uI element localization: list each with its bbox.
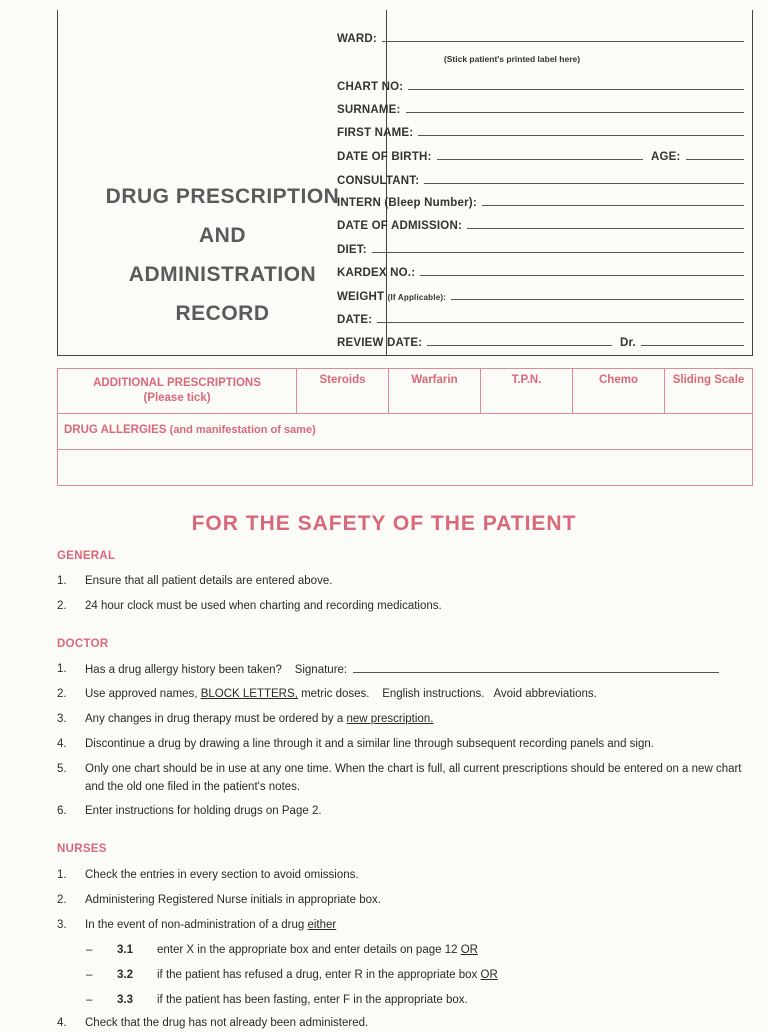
nurses-heading: NURSES [57, 843, 107, 855]
title-line-3: ADMINISTRATION [128, 263, 317, 286]
doctor-heading: DOCTOR [57, 638, 109, 650]
please-tick-note: (Please tick) [143, 392, 211, 404]
consultant-label: CONSULTANT: [337, 175, 420, 187]
dob-field[interactable] [337, 145, 643, 163]
additional-prescriptions-label: ADDITIONAL PRESCRIPTIONS (Please tick) [58, 369, 296, 413]
dr-field[interactable] [620, 331, 744, 349]
admission-date-field[interactable] [337, 214, 744, 232]
option-steroids[interactable]: Steroids [296, 369, 388, 413]
sticker-note: (Stick patient's printed label here) [443, 54, 581, 64]
intern-field[interactable] [337, 191, 744, 209]
weight-label: WEIGHT (If Applicable): [337, 291, 447, 303]
title-line-4: RECORD [175, 302, 270, 325]
drug-allergies-entry[interactable] [57, 449, 753, 486]
drug-allergies-label: DRUG ALLERGIES [64, 424, 167, 436]
weight-note: (If Applicable): [387, 293, 447, 302]
ward-label: WARD: [337, 33, 377, 45]
option-chemo[interactable]: Chemo [572, 369, 664, 413]
surname-label: SURNAME: [337, 104, 401, 116]
general-heading: GENERAL [57, 550, 116, 562]
age-field[interactable] [651, 145, 744, 163]
ward-field[interactable] [337, 27, 744, 45]
additional-prescriptions-row [58, 369, 752, 414]
signature-label: Signature: [294, 664, 348, 676]
dob-label: DATE OF BIRTH: [337, 151, 432, 163]
diet-field[interactable] [337, 238, 744, 256]
kardex-label: KARDEX NO.: [337, 267, 416, 279]
option-warfarin[interactable]: Warfarin [388, 369, 480, 413]
admission-date-label: DATE OF ADMISSION: [337, 220, 462, 232]
review-date-label: REVIEW DATE: [337, 337, 423, 349]
age-label: AGE: [651, 151, 681, 163]
date-field[interactable] [337, 308, 744, 326]
title-line-1: DRUG PRESCRIPTION [105, 185, 340, 208]
first-name-label: FIRST NAME: [337, 127, 414, 139]
drug-allergies-row [58, 413, 752, 450]
drug-allergies-note: (and manifestation of same) [169, 424, 316, 436]
consultant-field[interactable] [337, 169, 744, 187]
weight-field[interactable] [337, 285, 744, 303]
signature-line[interactable] [353, 660, 719, 673]
chart-no-label: CHART NO: [337, 81, 404, 93]
first-name-field[interactable] [337, 121, 744, 139]
surname-field[interactable] [337, 98, 744, 116]
safety-title: FOR THE SAFETY OF THE PATIENT [191, 512, 577, 535]
chart-no-field[interactable] [337, 75, 744, 93]
intern-label: INTERN (Bleep Number): [337, 197, 477, 209]
date-label: DATE: [337, 314, 373, 326]
title-line-2: AND [199, 224, 246, 247]
diet-label: DIET: [337, 244, 367, 256]
option-tpn[interactable]: T.P.N. [480, 369, 572, 413]
kardex-field[interactable] [337, 261, 744, 279]
option-sliding-scale[interactable]: Sliding Scale [664, 369, 752, 413]
review-date-field[interactable] [337, 331, 612, 349]
dr-label: Dr. [620, 337, 636, 349]
